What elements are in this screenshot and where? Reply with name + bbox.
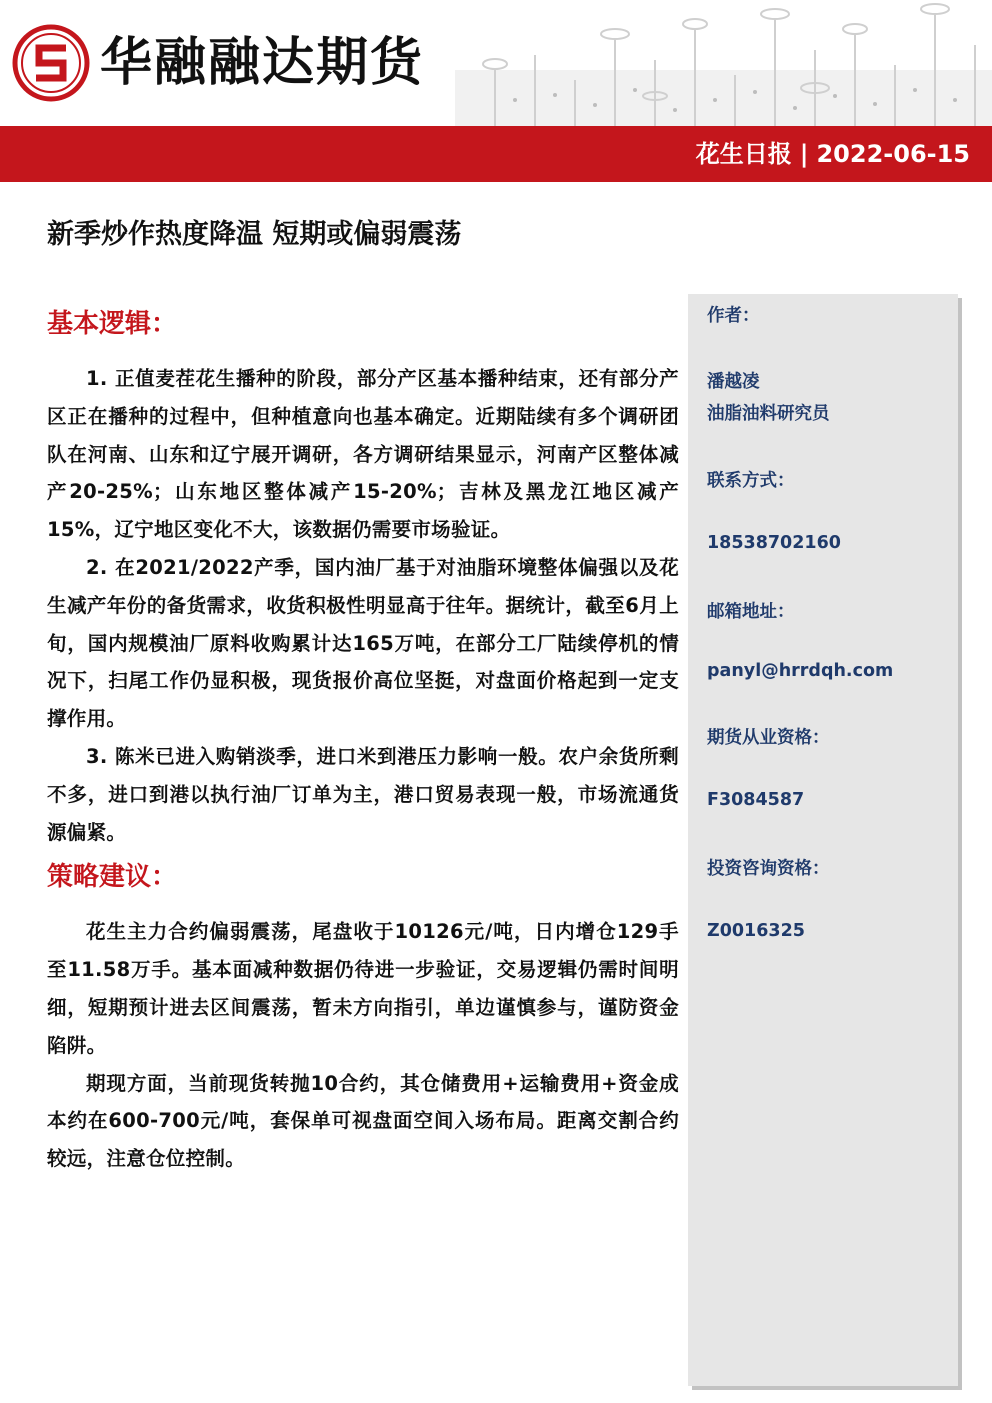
strategy-paragraph: 期现方面，当前现货转抛10合约，其仓储费用+运输费用+资金成本约在600-700元/吨，套保单可视盘面空间入场布局。距离交割合约较远，注意仓位控制。 xyxy=(47,1071,679,1171)
author-name: 潘越凌 xyxy=(707,372,760,392)
email-label: 邮箱地址： xyxy=(707,602,795,622)
author-sidebar xyxy=(688,294,958,1386)
company-name: 华融融达期货 xyxy=(100,33,425,93)
futures-qualification-label: 期货从业资格： xyxy=(707,728,830,748)
decorative-pattern xyxy=(455,0,992,126)
report-body xyxy=(47,300,679,1178)
strategy-heading: 策略建议： xyxy=(47,862,178,893)
report-separator: | xyxy=(799,140,809,168)
investment-qualification-label: 投资咨询资格： xyxy=(707,859,830,879)
strategy-paragraph: 花生主力合约偏弱震荡，尾盘收于10126元/吨，日内增仓129手至11.58万手。基本面减种数据仍待进一步验证，交易逻辑仍需时间明细，短期预计进去区间震荡，暂未方向指引，单边谨慎参与，谨防资金陷阱。 xyxy=(47,920,679,1057)
author-label: 作者： xyxy=(707,306,760,326)
email-address: panyl@hrrdqh.com xyxy=(707,661,894,681)
report-tag xyxy=(696,126,970,182)
logic-paragraph: 1. 正值麦茬花生播种的阶段，部分产区基本播种结束，还有部分产区正在播种的过程中，但种植意向也基本确定。近期陆续有多个调研团队在河南、山东和辽宁展开调研，各方调研结果显示，河南产区整体减产20-25%；山东地区整体减产15-20%；吉林及黑龙江地区减产15%，辽宁地区变化不大，该数据仍需要市场验证。 xyxy=(47,367,679,542)
contact-label: 联系方式： xyxy=(707,471,795,491)
investment-qualification-id: Z0016325 xyxy=(707,921,805,941)
page-title: 新季炒作热度降温 短期或偏弱震荡 xyxy=(47,219,462,250)
report-header xyxy=(0,0,992,182)
company-logo-icon xyxy=(12,24,90,102)
contact-phone: 18538702160 xyxy=(707,533,841,553)
logic-heading: 基本逻辑： xyxy=(47,309,178,339)
futures-qualification-id: F3084587 xyxy=(707,790,805,810)
logic-paragraph: 3. 陈米已进入购销淡季，进口米到港压力影响一般。农户余货所剩不多，进口到港以执行油厂订单为主，港口贸易表现一般，市场流通货源偏紧。 xyxy=(47,744,679,844)
logic-paragraph: 2. 在2021/2022产季，国内油厂基于对油脂环境整体偏强以及花生减产年份的备货需求，收货积极性明显高于往年。据统计，截至6月上旬，国内规模油厂原料收购累计达165万吨，在部分工厂陆续停机的情况下，扫尾工作仍显积极，现货报价高位坚挺，对盘面价格起到一定支撑作用。 xyxy=(47,555,679,731)
report-type: 花生日报 xyxy=(695,140,792,168)
author-title: 油脂油料研究员 xyxy=(707,404,830,424)
report-date: 2022-06-15 xyxy=(816,140,970,168)
